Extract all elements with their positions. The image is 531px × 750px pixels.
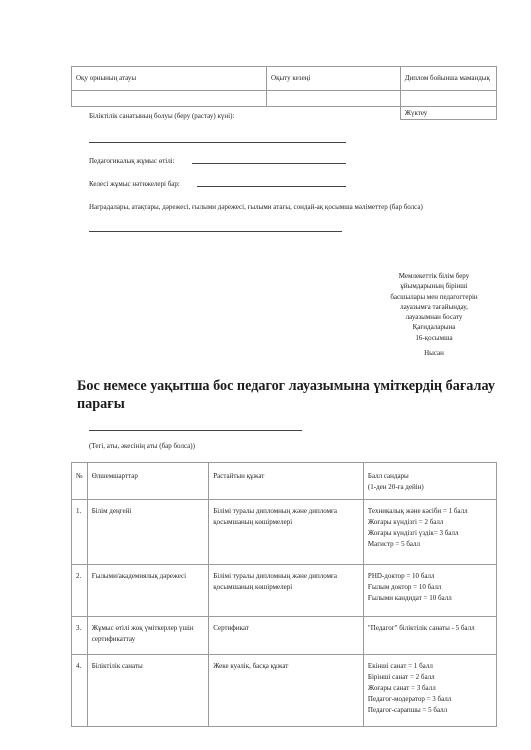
diploma-specialty-header: Диплом бойынша мамандық (404, 74, 490, 82)
education-cell (400, 91, 496, 107)
table-cell (209, 655, 364, 727)
table-cell (209, 617, 364, 655)
table-cell (363, 617, 496, 655)
education-cell (267, 91, 401, 107)
header-cell (87, 463, 209, 500)
awards-label: Наградалары, атақтары, дәрежесі, ғылыми дәрежесі, ғылыми атағы, сондай-ақ қосымша мәліметтер (бар болса) (89, 203, 423, 211)
annex-line: басшылары мен педагогтерін (390, 292, 478, 301)
score-item: PHD-доктор = 10 балл (367, 572, 435, 580)
score-item: Магистр = 5 балл (367, 540, 421, 548)
table-cell (363, 565, 496, 617)
table-cell (87, 655, 209, 727)
table-cell (87, 500, 209, 565)
criteria-header: Өлшемшарттар (91, 472, 138, 480)
score-item: "Педагог" біліктілік санаты - 5 балл (367, 624, 475, 632)
score-item: Жоғары санат = 3 балл (367, 684, 436, 692)
work-results-line[interactable] (197, 186, 346, 187)
empty-cell (267, 107, 401, 120)
education-header-cell (400, 67, 496, 91)
table-cell (72, 617, 88, 655)
table-cell (72, 500, 88, 565)
table-cell (72, 655, 88, 727)
annex-line: лауазымнан босату (405, 313, 463, 322)
education-header-cell (72, 67, 267, 91)
table-row (72, 655, 497, 727)
document-text: Жеке куәлік, басқа құжат (213, 662, 289, 670)
table-cell (209, 500, 364, 565)
table-row (72, 500, 497, 565)
score-range-header: (1-ден 20-ға дейін) (367, 483, 424, 491)
page-title: Бос немесе уақытша бос педагог лауазымына үміткердің бағалау парағы (77, 378, 495, 412)
education-header-cell (267, 67, 401, 91)
score-header: Балл сандары (367, 472, 409, 480)
qualification-date-line[interactable] (89, 142, 346, 143)
name-caption: (Тегі, аты, әкесінің аты (бар болса)) (89, 442, 195, 450)
row-number: 3. (76, 624, 82, 632)
upload-cell[interactable] (400, 107, 496, 120)
annex-block (376, 271, 492, 358)
qualification-date-label: Біліктілік санатының болуы (беру (растау) күні): (89, 112, 235, 120)
document-text: Білімі туралы дипломның және дипломға қосымшаның көшірмелері (213, 572, 337, 591)
table-cell (72, 565, 88, 617)
criteria-text: Білім деңгейі (91, 507, 132, 515)
work-results-label: Келесі жұмыс нәтижелері бар: (89, 180, 180, 188)
criteria-table (71, 462, 497, 727)
annex-line: Мемлекеттік білім беру (398, 272, 470, 280)
pedagogical-experience-line[interactable] (192, 163, 346, 164)
annex-line: Қағидаларына (412, 323, 456, 332)
upload-label[interactable]: Жүктеу (404, 109, 428, 117)
document-text: Білімі туралы дипломның және дипломға қосымшаның көшірмелері (213, 507, 337, 526)
document-text: Сертификат (213, 624, 249, 632)
criteria-text: Ғылыми/академиялық дәрежесі (91, 572, 187, 580)
score-item: Ғылым доктор = 10 балл (367, 583, 442, 591)
header-cell (209, 463, 364, 500)
annex-line: ұйымдарының бірінші (400, 282, 468, 291)
criteria-text: Жұмыс өтілі жоқ үміткерлер үшін сертификаттау (91, 624, 194, 643)
candidate-name-line[interactable] (89, 430, 302, 431)
table-cell (363, 500, 496, 565)
table-cell (87, 617, 209, 655)
header-cell (72, 463, 88, 500)
criteria-header-row (72, 463, 497, 500)
score-item: Екінші санат = 1 балл (367, 662, 433, 670)
score-item: Техникалық және кәсіби = 1 балл (367, 507, 468, 515)
table-cell (363, 655, 496, 727)
form-label: Нысан (424, 349, 444, 358)
score-item: Жоғары күндізгі үздік= 3 балл (367, 529, 459, 537)
score-item: Бірінші санат = 2 балл (367, 673, 435, 681)
header-cell (363, 463, 496, 500)
num-header: № (76, 472, 83, 480)
score-item: Педагог-модератор = 3 балл (367, 695, 452, 703)
document-header: Растайтын құжат (213, 472, 265, 480)
criteria-text: Біліктілік санаты (91, 662, 143, 670)
awards-line[interactable] (89, 231, 342, 232)
annex-line: 16-қосымша (415, 333, 453, 342)
score-item: Ғылыми кандидат = 10 балл (367, 594, 452, 602)
table-row (72, 617, 497, 655)
study-period-header: Оқыту кезеңі (271, 74, 311, 82)
row-number: 1. (76, 507, 82, 515)
row-number: 2. (76, 572, 82, 580)
table-row (72, 565, 497, 617)
institution-name-header: Оқу орнының атауы (76, 74, 137, 82)
table-cell (87, 565, 209, 617)
score-item: Жоғары күндізгі = 2 балл (367, 518, 444, 526)
pedagogical-experience-label: Педагогикалық жұмыс өтілі: (89, 157, 175, 165)
score-item: Педагог-сарапшы = 5 балл (367, 706, 448, 714)
education-cell (72, 91, 267, 107)
annex-line: лауазымға тағайындау, (400, 302, 468, 311)
table-cell (209, 565, 364, 617)
row-number: 4. (76, 662, 82, 670)
